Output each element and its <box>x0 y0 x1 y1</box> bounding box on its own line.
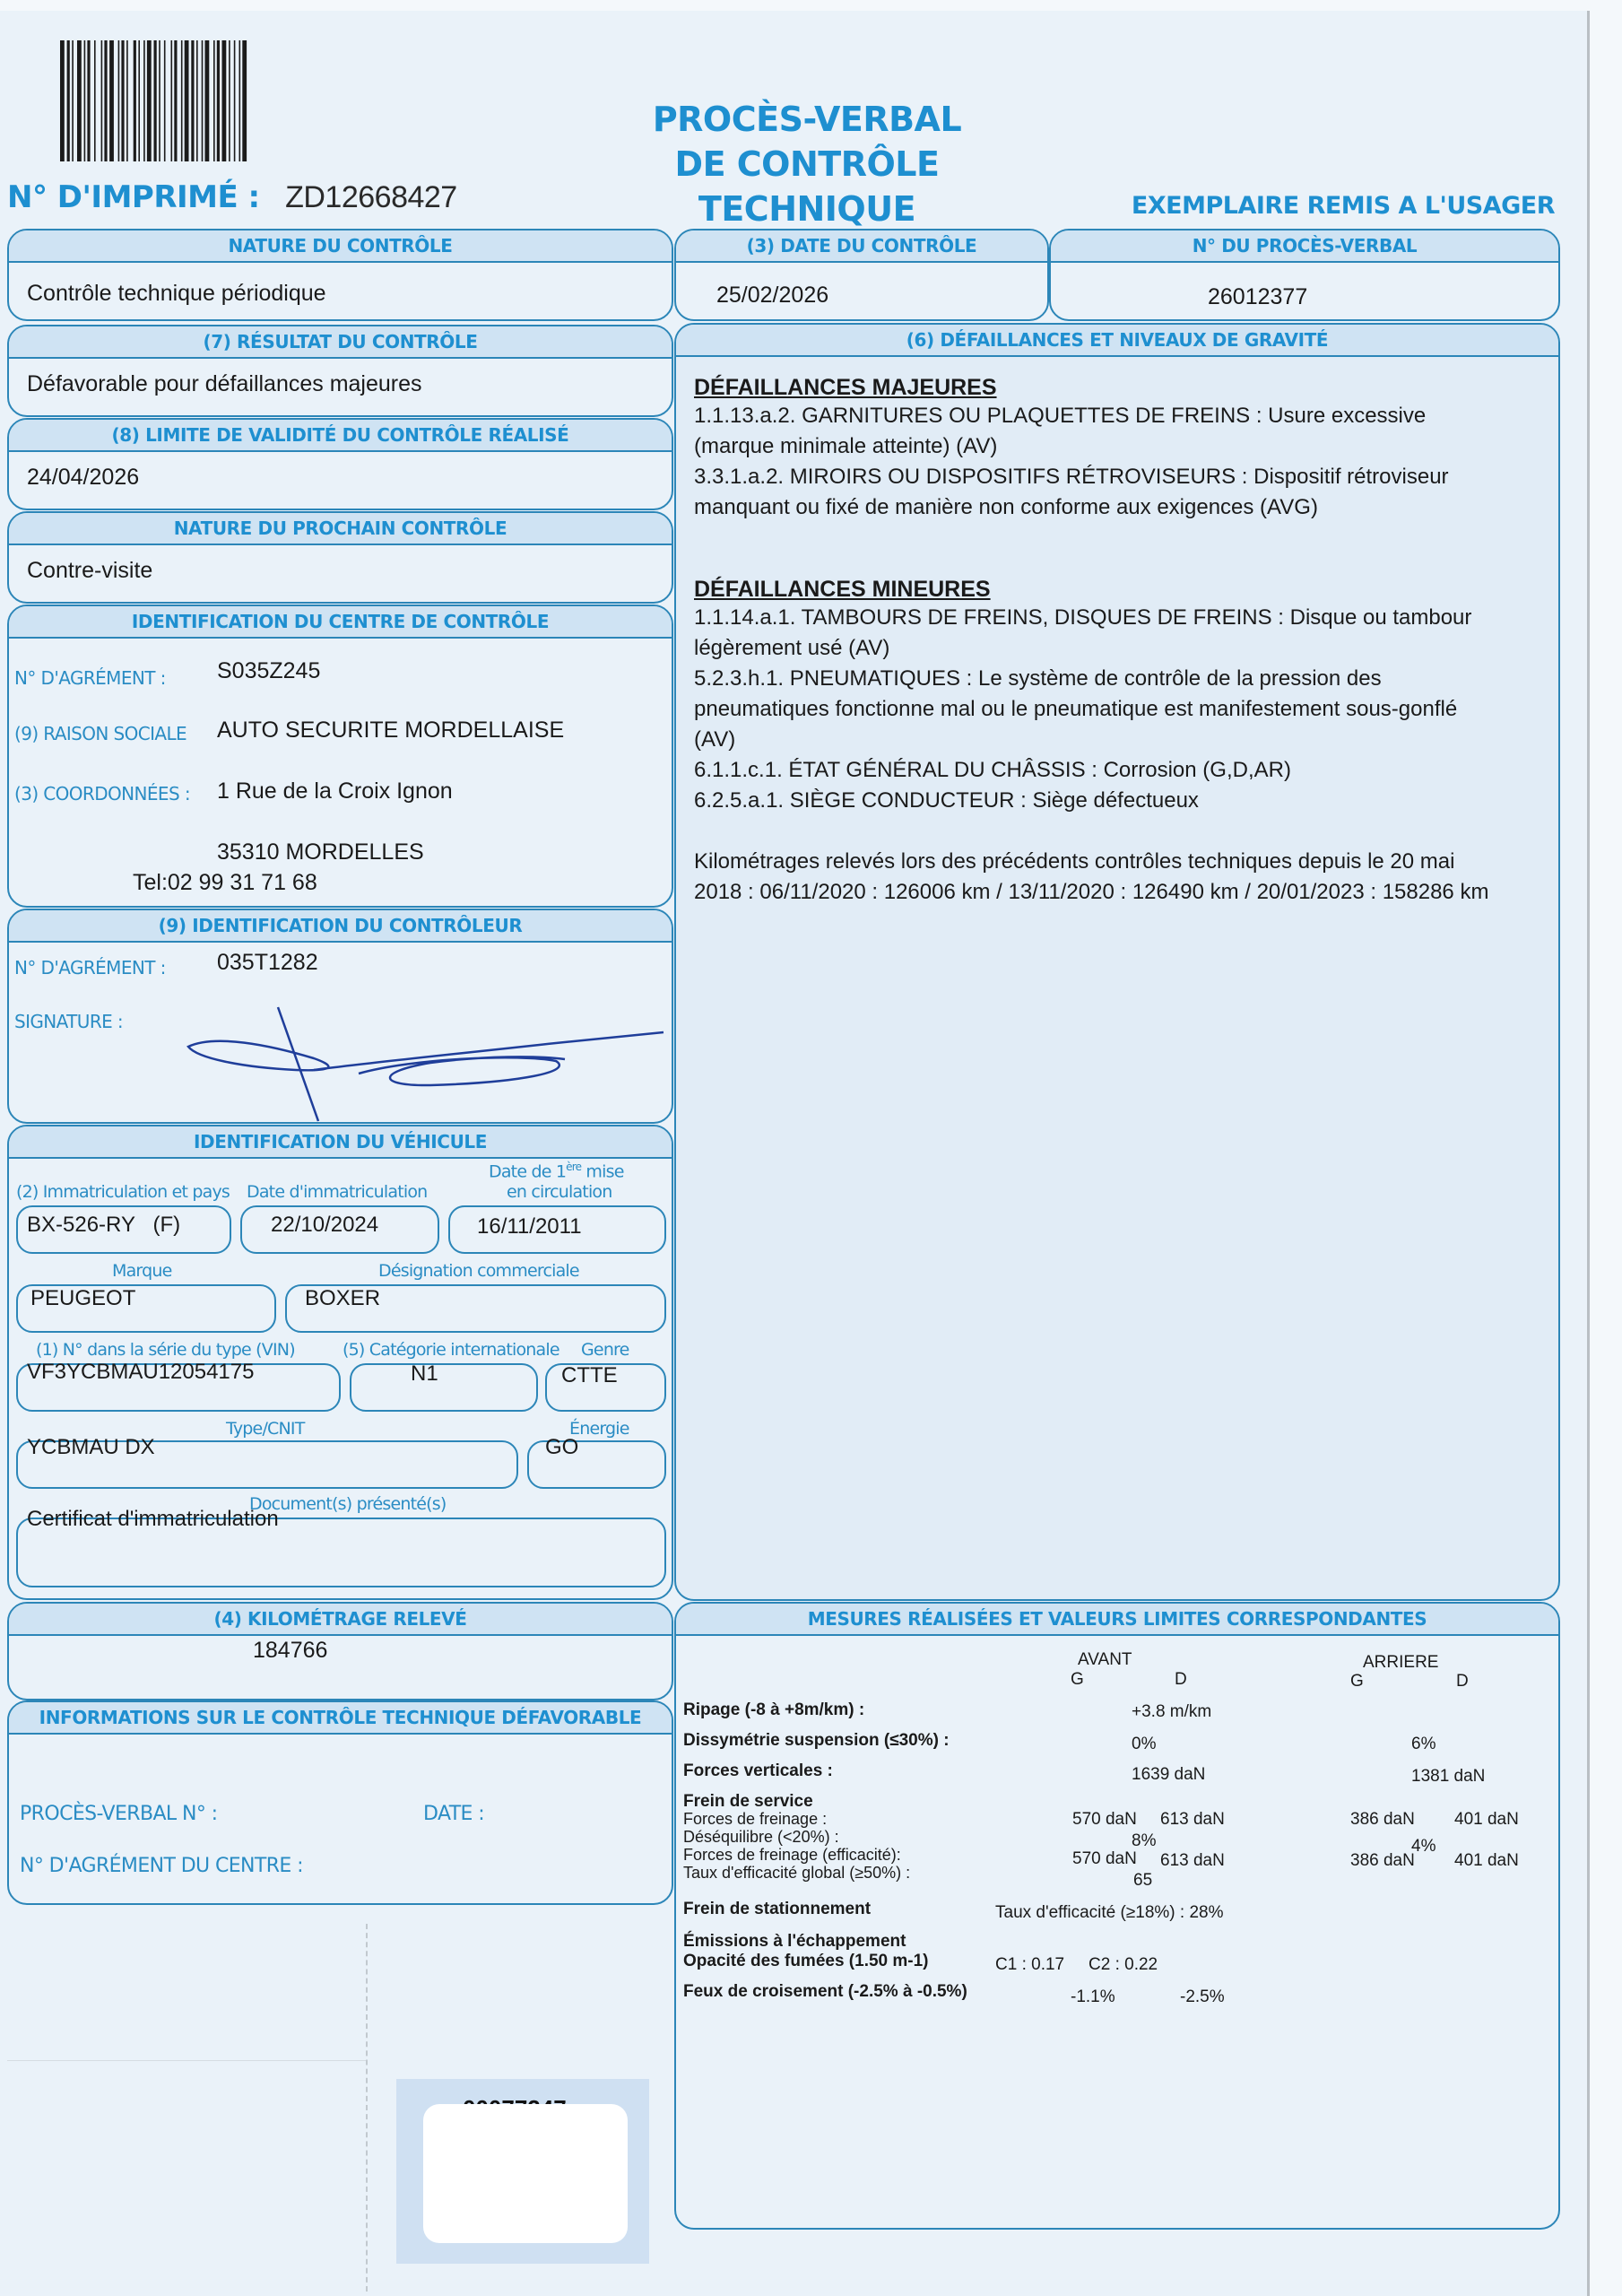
categorie-value: N1 <box>411 1361 438 1386</box>
barcode-bar <box>217 40 220 161</box>
ripage-value: +3.8 m/km <box>1132 1702 1212 1721</box>
barcode-bar <box>101 40 103 161</box>
mesures-box <box>674 1602 1560 2230</box>
pv-number-label: PROCÈS-VERBAL N° : <box>20 1803 218 1825</box>
marque-field <box>16 1284 276 1333</box>
barcode-bar <box>121 40 124 161</box>
premiere-mise-sup: ère <box>566 1161 582 1173</box>
barcode-bar <box>126 40 128 161</box>
forces-freinage-ard: 401 daN <box>1454 1810 1519 1829</box>
documents-value: Certificat d'immatriculation <box>27 1507 279 1531</box>
barcode-bar <box>185 40 189 161</box>
coupon-area <box>7 1924 368 2292</box>
address-line-1: 1 Rue de la Croix Ignon <box>217 778 453 804</box>
document-title <box>574 97 1040 231</box>
centre-title: IDENTIFICATION DU CENTRE DE CONTRÔLE <box>9 606 672 639</box>
kilometrage-box <box>7 1602 673 1700</box>
barcode-bar <box>196 40 198 161</box>
barcode-bar <box>159 40 160 161</box>
categorie-field <box>350 1363 538 1412</box>
barcode-bar <box>222 40 227 161</box>
barcode-bar <box>213 40 215 161</box>
defaillances-title: (6) DÉFAILLANCES ET NIVEAUX DE GRAVITÉ <box>676 325 1558 357</box>
barcode-bar <box>87 40 90 161</box>
barcode-bar <box>138 40 140 161</box>
date-immat-field <box>240 1205 439 1254</box>
taux-global-value: 65 <box>1133 1871 1153 1890</box>
vin-value: VF3YCBMAU12054175 <box>27 1360 255 1384</box>
barcode-bar <box>143 40 145 161</box>
immat-label: (2) Immatriculation et pays <box>16 1182 230 1202</box>
barcode-bar <box>109 40 114 161</box>
forces-freinage-avg: 570 daN <box>1072 1810 1137 1829</box>
type-value: YCBMAU DX <box>27 1435 155 1459</box>
numero-pv-box <box>1049 229 1560 321</box>
imprime-number <box>7 179 457 215</box>
feux-label: Feux de croisement (-2.5% à -0.5%) <box>683 1982 967 2001</box>
centre-agrement-label: N° D'AGRÉMENT : <box>14 667 166 689</box>
genre-label: Genre <box>581 1340 629 1360</box>
barcode-bar <box>67 40 70 161</box>
centre-agrement-defavorable-label: N° D'AGRÉMENT DU CENTRE : <box>20 1855 303 1877</box>
premiere-mise-value: 16/11/2011 <box>477 1214 582 1239</box>
barcode-bar <box>181 40 183 161</box>
prochain-controle-box <box>7 511 673 604</box>
mineure-item: 1.1.14.a.1. TAMBOURS DE FREINS, DISQUES DE FREINS : Disque ou tambour légèrement usé (AV) <box>694 605 1472 660</box>
premiere-mise-field <box>448 1205 666 1254</box>
barcode-bar <box>60 40 65 161</box>
date-controle-title: (3) DATE DU CONTRÔLE <box>676 230 1047 263</box>
feux-value-1: -1.1% <box>1071 1987 1115 2006</box>
limite-validite-title: (8) LIMITE DE VALIDITÉ DU CONTRÔLE RÉALISÉ <box>9 420 672 452</box>
avant-d: D <box>1175 1670 1187 1689</box>
arriere-header: ARRIERE <box>1363 1653 1439 1672</box>
sticker-frame <box>396 2079 649 2264</box>
signature <box>161 1000 672 1126</box>
forces-efficacite-ard: 401 daN <box>1454 1851 1519 1870</box>
sticker-label <box>423 2104 628 2243</box>
opacite-label: Opacité des fumées (1.50 m-1) <box>683 1952 929 1970</box>
forces-freinage-label: Forces de freinage : <box>683 1810 828 1828</box>
arriere-g: G <box>1350 1672 1364 1691</box>
address-line-2: 35310 MORDELLES <box>217 839 424 865</box>
vehicule-box <box>7 1125 673 1600</box>
info-date-label: DATE : <box>423 1803 485 1825</box>
marque-label: Marque <box>112 1261 172 1281</box>
barcode-bar <box>154 40 157 161</box>
info-defavorable-box <box>7 1700 673 1905</box>
mineures-title: DÉFAILLANCES MINEURES <box>694 577 991 602</box>
vehicule-title: IDENTIFICATION DU VÉHICULE <box>9 1126 672 1159</box>
coupon-divider <box>7 2060 366 2061</box>
imprime-value: ZD12668427 <box>285 180 457 214</box>
barcode-bar <box>134 40 136 161</box>
resultat-value: Défavorable pour défaillances majeures <box>27 371 422 396</box>
numero-pv-value: 26012377 <box>1208 284 1308 309</box>
prochain-controle-value: Contre-visite <box>27 558 153 583</box>
resultat-title: (7) RÉSULTAT DU CONTRÔLE <box>9 326 672 359</box>
premiere-mise-label-part2: mise <box>581 1161 624 1182</box>
barcode-bar <box>205 40 210 161</box>
barcode-bar <box>84 40 86 161</box>
energie-value: GO <box>545 1435 579 1459</box>
kilometrage-value: 184766 <box>253 1638 328 1663</box>
kilometrages-note: Kilométrages relevés lors des précédents contrôles techniques depuis le 20 mai 2018 : 06/11/2020 : 126006 km / 13/11/2020 : 126490 km / 20/01/2023 : 158286 km <box>694 849 1489 904</box>
vin-label: (1) N° dans la série du type (VIN) <box>36 1340 295 1360</box>
premiere-mise-label-part1: Date de 1 <box>489 1161 567 1182</box>
controleur-agrement-value: 035T1282 <box>217 950 318 975</box>
barcode-bar <box>104 40 107 161</box>
barcode <box>58 40 318 166</box>
genre-field <box>545 1363 666 1412</box>
numero-pv-title: N° DU PROCÈS-VERBAL <box>1051 230 1558 263</box>
barcode-bar <box>191 40 194 161</box>
type-field <box>16 1435 518 1489</box>
forces-verticales-avant: 1639 daN <box>1132 1765 1206 1784</box>
genre-value: CTTE <box>561 1363 618 1387</box>
premiere-mise-label-line2: en circulation <box>507 1182 612 1202</box>
nature-controle-value: Contrôle technique périodique <box>27 281 326 306</box>
designation-value: BOXER <box>305 1286 381 1310</box>
desequilibre-avant: 8% <box>1132 1831 1157 1850</box>
centre-phone: Tel:02 99 31 71 68 <box>133 870 317 895</box>
majeures-title: DÉFAILLANCES MAJEURES <box>694 375 997 400</box>
barcode-bar <box>164 40 166 161</box>
barcode-bar <box>174 40 177 161</box>
mineure-item: 5.2.3.h.1. PNEUMATIQUES : Le système de contrôle de la pression des pneumatiques fonctionne mal ou le pneumatique est manifestement sous-gonflé (AV) <box>694 666 1458 752</box>
info-defavorable-title: INFORMATIONS SUR LE CONTRÔLE TECHNIQUE DÉFAVORABLE <box>9 1702 672 1735</box>
emissions-label: Émissions à l'échappement <box>683 1932 906 1951</box>
forces-verticales-label: Forces verticales : <box>683 1761 833 1780</box>
designation-field <box>285 1284 666 1333</box>
forces-efficacite-avd: 613 daN <box>1160 1851 1225 1870</box>
desequilibre-label: Déséquilibre (<20%) : <box>683 1828 839 1846</box>
avant-header: AVANT <box>1078 1650 1132 1669</box>
forces-efficacite-arg: 386 daN <box>1350 1851 1415 1870</box>
limite-validite-box <box>7 418 673 510</box>
opacite-c1: C1 : 0.17 <box>995 1955 1065 1974</box>
kilometrage-title: (4) KILOMÉTRAGE RELEVÉ <box>9 1604 672 1636</box>
signature-label: SIGNATURE : <box>14 1011 124 1032</box>
vin-field <box>16 1360 341 1412</box>
date-immat-value: 22/10/2024 <box>271 1213 379 1237</box>
feux-value-2: -2.5% <box>1180 1987 1225 2006</box>
desequilibre-arriere: 4% <box>1411 1837 1436 1856</box>
frein-service-label: Frein de service <box>683 1792 813 1811</box>
mineure-item: 6.1.1.c.1. ÉTAT GÉNÉRAL DU CHÂSSIS : Corrosion (G,D,AR) <box>694 758 1291 782</box>
forces-freinage-avd: 613 daN <box>1160 1810 1225 1829</box>
controleur-agrement-label: N° D'AGRÉMENT : <box>14 957 166 978</box>
coordonnees-label: (3) COORDONNÉES : <box>14 783 190 804</box>
title-line-2: DE CONTRÔLE TECHNIQUE <box>674 144 940 229</box>
forces-verticales-arriere: 1381 daN <box>1411 1767 1486 1786</box>
imprime-label: N° D'IMPRIMÉ : <box>7 179 260 215</box>
barcode-bar <box>242 40 247 161</box>
nature-controle-box <box>7 229 673 321</box>
limite-validite-value: 24/04/2026 <box>27 465 140 490</box>
energie-label: Énergie <box>569 1419 629 1439</box>
barcode-bar <box>72 40 74 161</box>
designation-label: Désignation commerciale <box>378 1261 579 1281</box>
categorie-label: (5) Catégorie internationale <box>343 1340 559 1360</box>
forces-freinage-arg: 386 daN <box>1350 1810 1415 1829</box>
barcode-bar <box>118 40 120 161</box>
prochain-controle-title: NATURE DU PROCHAIN CONTRÔLE <box>9 513 672 545</box>
nature-controle-title: NATURE DU CONTRÔLE <box>9 230 672 263</box>
immat-field <box>16 1205 231 1254</box>
majeure-item: 3.3.1.a.2. MIROIRS OU DISPOSITIFS RÉTROVISEURS : Dispositif rétroviseur manquant ou fixé de manière non conforme aux exigences (AVG) <box>694 465 1449 519</box>
barcode-bar <box>239 40 241 161</box>
taux-global-label: Taux d'efficacité global (≥50%) : <box>683 1864 911 1882</box>
barcode-bar <box>229 40 230 161</box>
forces-efficacite-label: Forces de freinage (efficacité): <box>683 1846 901 1864</box>
title-line-1: PROCÈS-VERBAL <box>652 100 962 139</box>
documents-field <box>16 1507 666 1587</box>
date-immat-label: Date d'immatriculation <box>247 1182 428 1202</box>
majeure-item: 1.1.13.a.2. GARNITURES OU PLAQUETTES DE FREINS : Usure excessive (marque minimale atteinte) (AV) <box>694 404 1427 458</box>
barcode-bar <box>77 40 82 161</box>
date-controle-value: 25/02/2026 <box>716 283 829 308</box>
defaillances-content <box>694 375 1501 908</box>
centre-controle-box <box>7 604 673 908</box>
date-controle-box <box>674 229 1049 321</box>
mesures-title: MESURES RÉALISÉES ET VALEURS LIMITES CORRESPONDANTES <box>676 1604 1558 1636</box>
barcode-bar <box>234 40 236 161</box>
mineure-item: 6.2.5.a.1. SIÈGE CONDUCTEUR : Siège défectueux <box>694 788 1199 813</box>
opacite-c2: C2 : 0.22 <box>1089 1955 1158 1974</box>
premiere-mise-label <box>489 1161 624 1181</box>
ripage-label: Ripage (-8 à +8m/km) : <box>683 1700 865 1719</box>
barcode-bar <box>202 40 204 161</box>
defaillances-box <box>674 323 1560 1601</box>
frein-stationnement-value: Taux d'efficacité (≥18%) : 28% <box>995 1903 1224 1922</box>
immat-value: BX-526-RY (F) <box>27 1213 181 1237</box>
barcode-bar <box>147 40 152 161</box>
barcode-bar <box>171 40 173 161</box>
energie-field <box>527 1435 666 1489</box>
frein-stationnement-label: Frein de stationnement <box>683 1900 872 1918</box>
centre-agrement-value: S035Z245 <box>217 658 321 683</box>
controleur-box <box>7 909 673 1124</box>
dissymetrie-avant: 0% <box>1132 1735 1157 1753</box>
marque-value: PEUGEOT <box>30 1286 136 1310</box>
forces-efficacite-avg: 570 daN <box>1072 1849 1137 1868</box>
documents-label: Document(s) présenté(s) <box>249 1494 447 1514</box>
resultat-box <box>7 325 673 417</box>
dissymetrie-label: Dissymétrie suspension (≤30%) : <box>683 1731 950 1750</box>
barcode-bar <box>94 40 96 161</box>
copy-label: EXEMPLAIRE REMIS A L'USAGER <box>1131 192 1555 220</box>
raison-sociale-label: (9) RAISON SOCIALE <box>14 723 187 744</box>
controleur-title: (9) IDENTIFICATION DU CONTRÔLEUR <box>9 910 672 943</box>
dissymetrie-arriere: 6% <box>1411 1735 1436 1753</box>
arriere-d: D <box>1456 1672 1469 1691</box>
type-label: Type/CNIT <box>226 1419 305 1439</box>
raison-sociale-value: AUTO SECURITE MORDELLAISE <box>217 718 565 743</box>
avant-g: G <box>1071 1670 1084 1689</box>
